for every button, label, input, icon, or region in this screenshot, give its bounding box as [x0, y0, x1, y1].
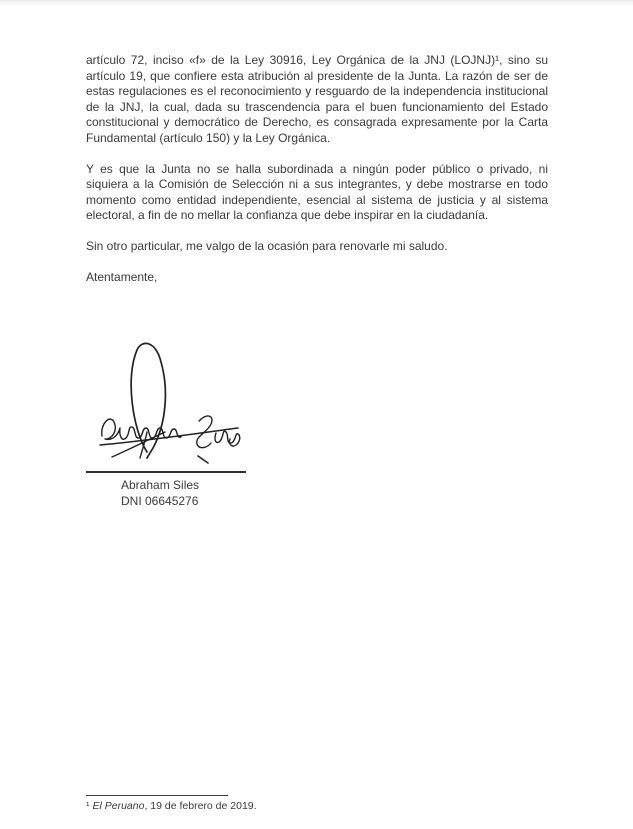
- letter-body: [86, 53, 548, 301]
- signer-name: Abraham Siles: [121, 478, 200, 492]
- paragraph-2: Y es que la Junta no se halla subordinada a ningún poder público o privado, ni siquiera a la Comisión de Selección ni a sus integrantes, y debe mostrarse en todo momento como entidad independiente, esencial al sistema de justicia y al sistema electoral, a fin de no mellar la confianza que debe inspirar en la ciudadanía.: [86, 161, 548, 222]
- closing-line: Sin otro particular, me valgo de la ocasión para renovarle mi saludo.: [86, 239, 448, 253]
- signature-block: [121, 478, 199, 509]
- footnote: [86, 800, 257, 813]
- paragraph-1: artículo 72, inciso «f» de la Ley 30916, Ley Orgánica de la JNJ (LOJNJ)¹, sino su artículo 19, que confiere esta atribución al presidente de la Junta. La razón de ser de estas regulaciones es el reconocimiento y resguardo de la independencia institucional de la JNJ, la cual, dada su trascendencia para el buen funcionamiento del Estado constitucional y democrático de Derecho, es consagrada expresamente por la Carta Fundamental (artículo 150) y la Ley Orgánica.: [86, 53, 548, 145]
- salutation: Atentamente,: [86, 270, 158, 284]
- signature-line: [86, 471, 246, 473]
- footnote-source: El Peruano: [92, 800, 145, 812]
- footnote-marker: ¹: [86, 800, 90, 812]
- handwritten-signature: [95, 336, 245, 466]
- signer-dni: DNI 06645276: [121, 493, 199, 508]
- page-top-shadow: [0, 0, 633, 6]
- footnote-date: , 19 de febrero de 2019.: [144, 800, 257, 812]
- footnote-divider: [86, 795, 228, 796]
